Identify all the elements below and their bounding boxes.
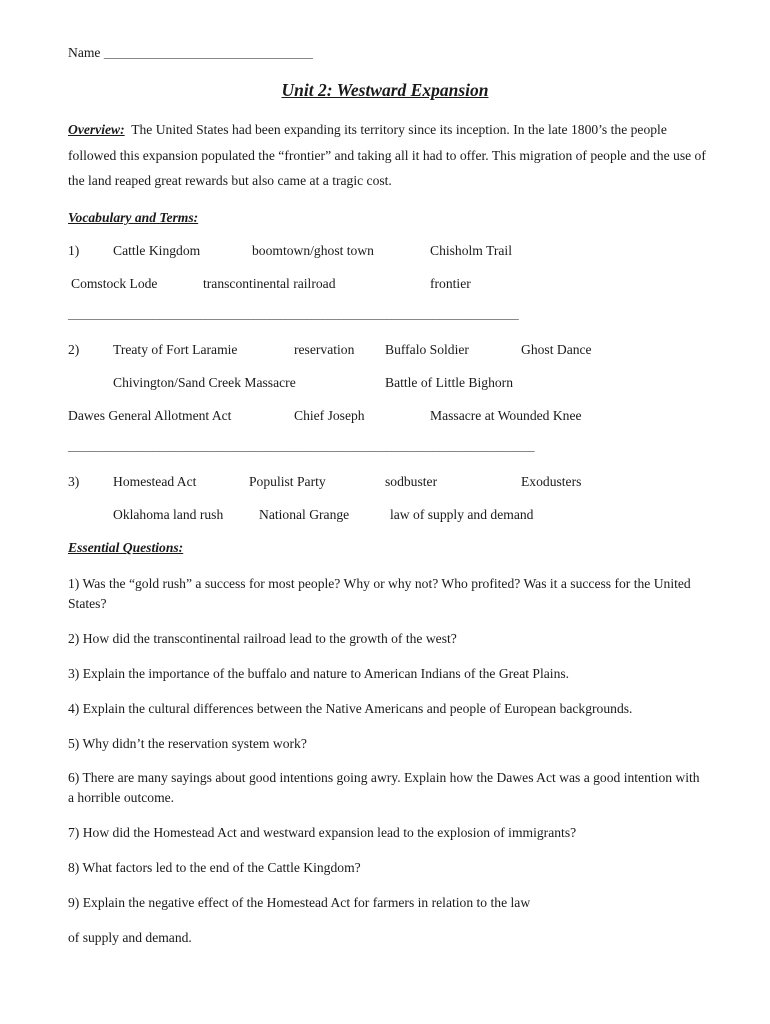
question-2: 2) How did the transcontinental railroad lead to the growth of the west? xyxy=(68,631,457,646)
vocab-term: transcontinental railroad xyxy=(203,276,336,291)
question-9: 9) Explain the negative effect of the Homestead Act for farmers in relation to the law xyxy=(68,895,531,910)
vocab-term: Exodusters xyxy=(521,474,582,489)
vocab-term: reservation xyxy=(294,342,355,357)
vocab-term: Dawes General Allotment Act xyxy=(68,408,232,423)
vocab-term: Homestead Act xyxy=(113,474,197,489)
vocab-term: Cattle Kingdom xyxy=(113,243,201,258)
question-4: 4) Explain the cultural differences between the Native Americans and people of European backgrounds. xyxy=(68,701,633,716)
name-field[interactable] xyxy=(68,45,313,61)
vocab-term: frontier xyxy=(430,276,471,291)
question-6: 6) There are many sayings about good intentions going awry. Explain how the Dawes Act was a good intention with a horrible outcome. xyxy=(68,770,700,805)
vocab-term: Battle of Little Bighorn xyxy=(385,375,513,390)
vocab-group3-number: 3) xyxy=(68,474,80,489)
questions-heading: Essential Questions: xyxy=(68,540,184,555)
vocab-term: Chisholm Trail xyxy=(430,243,512,258)
question-8: 8) What factors led to the end of the Cattle Kingdom? xyxy=(68,860,361,875)
vocab-term: Comstock Lode xyxy=(71,276,158,291)
divider-line: _____________________________________________________________________________________ xyxy=(68,309,519,321)
vocab-group2-number: 2) xyxy=(68,342,80,357)
vocab-term: boomtown/ghost town xyxy=(252,243,374,258)
vocab-term: Treaty of Fort Laramie xyxy=(113,342,238,357)
vocab-term: Chivington/Sand Creek Massacre xyxy=(113,375,296,390)
page-title: Unit 2: Westward Expansion xyxy=(281,80,489,100)
question-7: 7) How did the Homestead Act and westward expansion lead to the explosion of immigrants? xyxy=(68,825,577,840)
vocab-term: Buffalo Soldier xyxy=(385,342,469,357)
question-1: 1) Was the “gold rush” a success for most people? Why or why not? Who profited? Was it a success for the United States? xyxy=(68,576,691,611)
vocab-term: Populist Party xyxy=(249,474,326,489)
vocab-term: Chief Joseph xyxy=(294,408,365,423)
question-9-continued: of supply and demand. xyxy=(68,930,192,945)
vocab-term: Ghost Dance xyxy=(521,342,592,357)
vocab-term: sodbuster xyxy=(385,474,438,489)
vocab-term: law of supply and demand xyxy=(390,507,534,522)
overview-text: The United States had been expanding its territory since its inception. In the late 1800’s the people followed this expansion populated the “frontier” and taking all it had to offer. This migration of people and the use of the land reaped great rewards but also came at a tragic cost. xyxy=(68,122,706,188)
question-5: 5) Why didn’t the reservation system work? xyxy=(68,736,307,751)
vocab-group1-number: 1) xyxy=(68,243,80,258)
overview-paragraph xyxy=(68,117,708,194)
name-label: Name xyxy=(68,45,101,60)
vocab-term: Massacre at Wounded Knee xyxy=(430,408,582,423)
name-blank-line[interactable]: ______________________________________ xyxy=(103,48,313,60)
vocab-term: Oklahoma land rush xyxy=(113,507,224,522)
vocab-term: National Grange xyxy=(259,507,350,522)
vocab-heading: Vocabulary and Terms: xyxy=(68,210,199,225)
question-3: 3) Explain the importance of the buffalo and nature to American Indians of the Great Plains. xyxy=(68,666,570,681)
divider-line: ________________________________________________________________________________________ xyxy=(68,441,535,453)
overview-label: Overview: xyxy=(68,122,125,137)
